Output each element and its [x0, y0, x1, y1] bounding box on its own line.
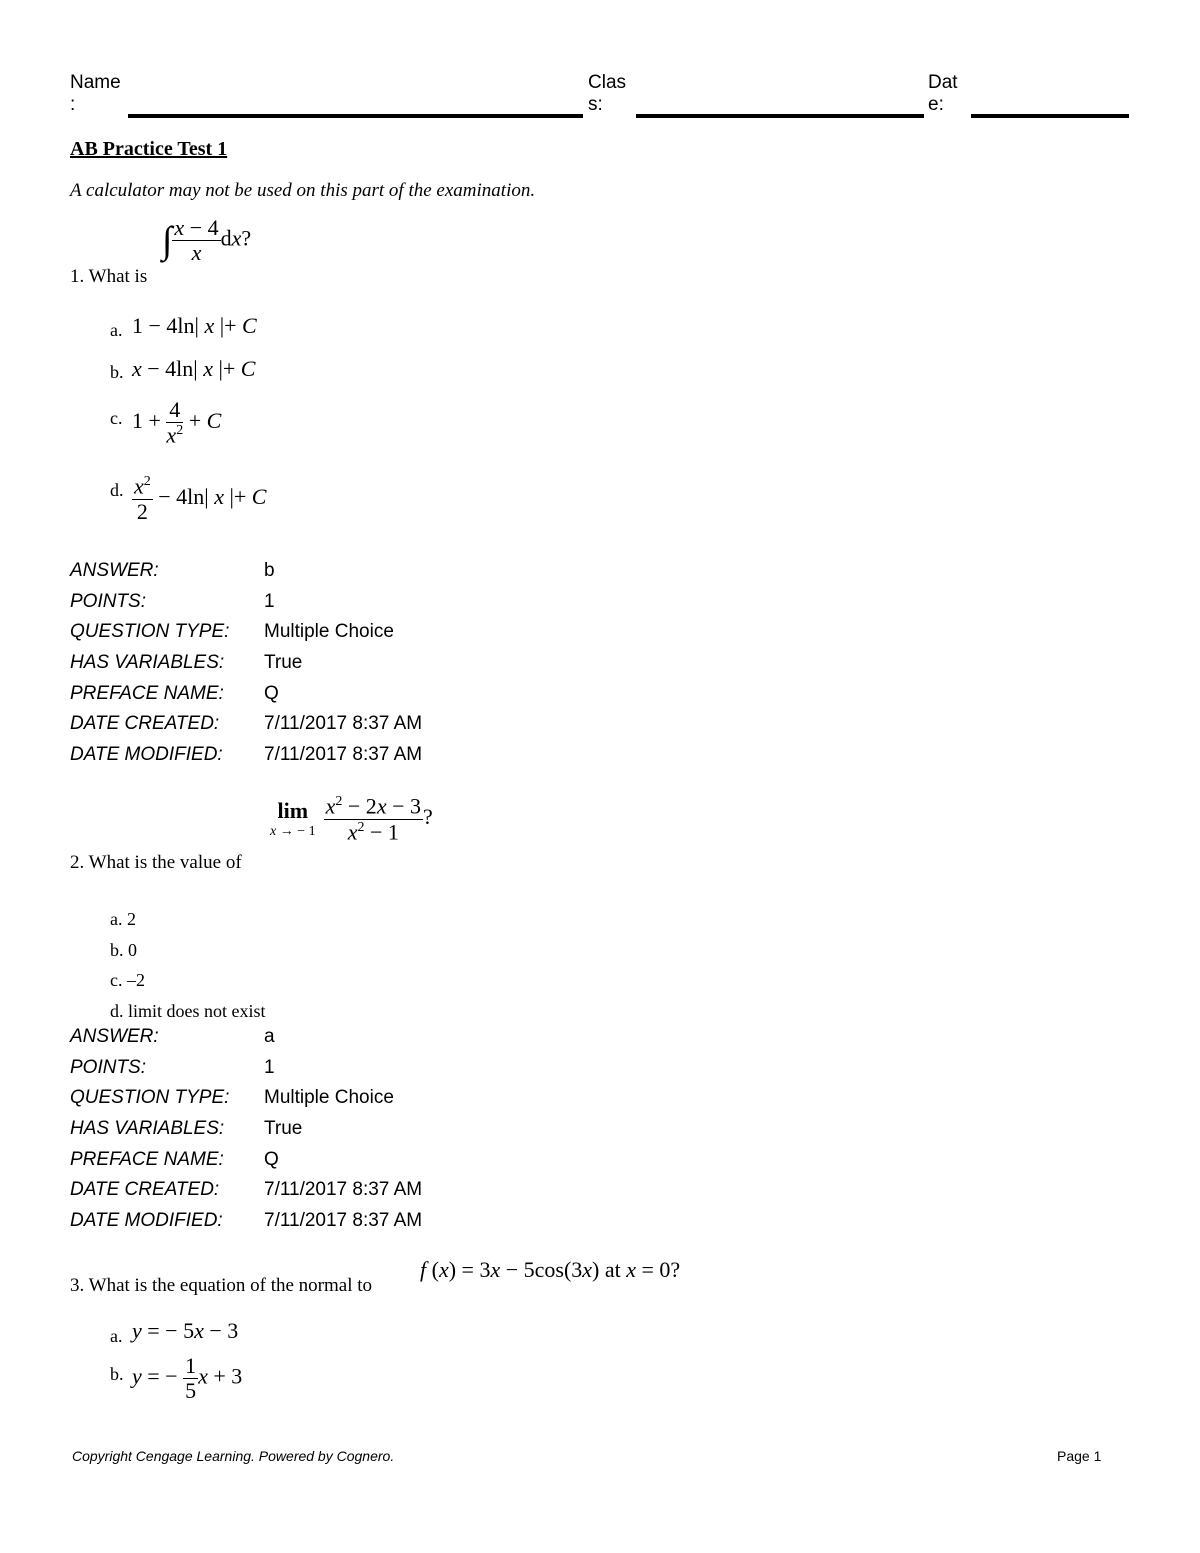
meta-key: ANSWER:	[70, 560, 159, 581]
q1-integral: ∫ $\frac{x - 4}{x}$ dx?	[162, 215, 252, 266]
meta-value: True	[264, 652, 303, 674]
meta-key: DATE MODIFIED:	[70, 744, 223, 766]
q1-option-d-letter: d.	[110, 480, 124, 500]
q1-option-c-math: 1 + $\frac{4}{x^2}$ + C	[132, 397, 222, 448]
meta-key: QUESTION TYPE:	[70, 621, 230, 643]
q2-metadata	[70, 1022, 422, 1237]
meta-key: ANSWER:	[70, 1026, 159, 1047]
q3-option-b-math: y = − $\frac{1}{5}$ x + 3	[132, 1353, 243, 1404]
q1-option-c-letter: c.	[110, 408, 123, 428]
meta-value: 1	[264, 1056, 275, 1078]
meta-key: QUESTION TYPE:	[70, 1087, 230, 1109]
footer-page-number: Page 1	[1057, 1448, 1102, 1464]
meta-key: POINTS:	[70, 590, 147, 612]
q2-option-a[interactable]: a. 2	[110, 909, 136, 929]
q1-option-b-math: x − 4ln| x |+ C	[132, 356, 256, 381]
date-label-line2: e:	[928, 94, 944, 115]
q3-option-a[interactable]	[110, 1326, 123, 1347]
meta-value: a	[264, 1026, 275, 1047]
date-label-line1: Dat	[928, 72, 958, 93]
q2-text: 2. What is the value of	[70, 852, 242, 873]
date-label	[928, 72, 958, 116]
meta-value: True	[264, 1118, 303, 1140]
footer-copyright: Copyright Cengage Learning. Powered by Cognero.	[72, 1448, 395, 1464]
meta-value: 7/11/2017 8:37 AM	[264, 713, 423, 735]
class-label-line2: s:	[588, 94, 603, 115]
q3-text: 3. What is the equation of the normal to	[70, 1275, 372, 1296]
meta-value: Multiple Choice	[264, 621, 394, 643]
class-label-line1: Clas	[588, 72, 627, 93]
meta-value: Q	[264, 1148, 279, 1170]
q2-option-c[interactable]: c. –2	[110, 970, 145, 991]
q1-option-b-letter: b.	[110, 362, 124, 382]
meta-key: PREFACE NAME:	[70, 682, 224, 704]
class-label	[588, 72, 626, 116]
date-field[interactable]	[971, 114, 1129, 118]
meta-value: 7/11/2017 8:37 AM	[264, 1210, 423, 1232]
meta-value: Multiple Choice	[264, 1087, 394, 1109]
meta-key: HAS VARIABLES:	[70, 652, 225, 674]
class-field[interactable]	[636, 114, 924, 118]
q1-option-c[interactable]	[110, 408, 123, 429]
q1-option-d-math: $\frac{x^2}{2}$ − 4ln| x |+ C	[134, 473, 267, 524]
meta-value: b	[264, 560, 275, 581]
meta-key: DATE CREATED:	[70, 713, 220, 735]
q3-option-b-letter: b.	[110, 1364, 124, 1384]
meta-value: 7/11/2017 8:37 AM	[264, 744, 423, 766]
meta-key: DATE MODIFIED:	[70, 1210, 223, 1232]
q3-function: f (x) = 3x − 5cos(3x) at x = 0?	[420, 1257, 681, 1282]
name-label-line2: :	[70, 94, 76, 115]
q1-option-a-math: 1 − 4ln| x |+ C	[132, 313, 257, 338]
q1-option-d[interactable]	[110, 480, 124, 501]
q3-option-a-math: y = − 5x − 3	[132, 1318, 239, 1343]
name-field[interactable]	[128, 114, 583, 118]
instructions: A calculator may not be used on this part of the examination.	[70, 180, 536, 201]
meta-value: 7/11/2017 8:37 AM	[264, 1179, 423, 1201]
meta-key: PREFACE NAME:	[70, 1148, 224, 1170]
q2-options	[110, 904, 266, 1027]
meta-key: DATE CREATED:	[70, 1179, 220, 1201]
meta-value: Q	[264, 682, 279, 704]
q2-option-b[interactable]: b. 0	[110, 939, 137, 960]
q2-option-d[interactable]: d. limit does not exist	[110, 1001, 266, 1022]
page-title: AB Practice Test 1	[70, 138, 228, 160]
q1-option-a[interactable]	[110, 320, 123, 341]
integral-icon: ∫	[162, 219, 173, 262]
q1-metadata	[70, 556, 422, 771]
q2-limit: lim x → − 1 $\frac{x^2 - 2x - 3}{x^2 - 1}$ ?	[270, 793, 433, 844]
meta-value: 1	[264, 590, 275, 612]
meta-key: POINTS:	[70, 1056, 147, 1078]
meta-key: HAS VARIABLES:	[70, 1118, 225, 1140]
q1-text: 1. What is	[70, 266, 148, 287]
name-label-line1: Name	[70, 72, 121, 93]
q1-option-a-letter: a.	[110, 320, 123, 340]
name-label	[70, 72, 121, 116]
q1-option-b[interactable]	[110, 362, 124, 383]
q3-option-a-letter: a.	[110, 1326, 123, 1346]
q3-option-b[interactable]	[110, 1364, 124, 1385]
